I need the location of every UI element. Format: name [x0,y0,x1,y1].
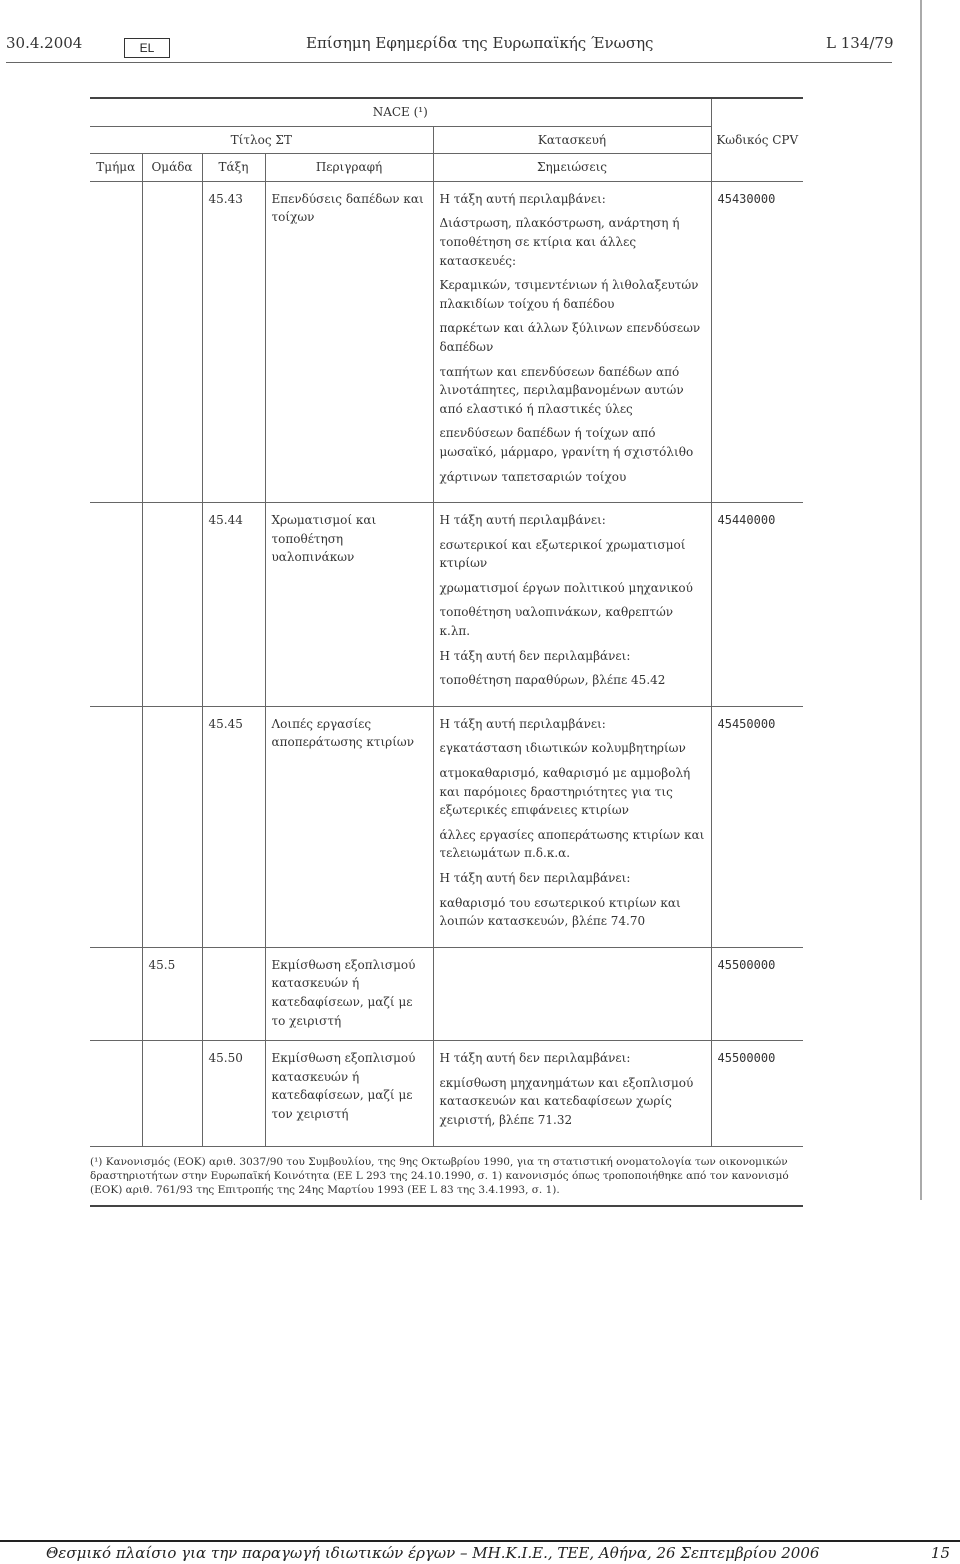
cpv-cell: 45450000 [711,706,803,947]
class-cell: 45.44 [202,503,265,707]
table-row [90,947,803,1040]
section-heading: Τμήμα [90,154,142,182]
header-rule [6,62,892,63]
group-cell [142,706,202,947]
notes-cell [433,503,711,707]
class-cell: 45.43 [202,181,265,502]
note-line: Κεραμικών, τσιμεντένιων ή λιθολαξευτών πλακιδίων τοίχου ή δαπέδου [439,278,699,311]
nace-heading: NACE (¹) [90,98,711,126]
description-cell: Εκμίσθωση εξοπλισμού κατασκευών ή κατεδαφίσεων, μαζί με τον χειριστή [265,1041,433,1146]
note-line: καθαρισμό του εσωτερικού κτιρίων και λοιπών κατασκευών, βλέπε 74.70 [439,895,681,929]
group-cell [142,1041,202,1146]
note-line: Η τάξη αυτή δεν περιλαμβάνει: [439,1051,631,1066]
section-cell [90,706,142,947]
note-line: ατμοκαθαρισμό, καθαρισμό με αμμοβολή και παρόμοιες δραστηριότητες για τις εξωτερικές επιφάνειες κτιρίων [439,766,691,818]
notes-heading: Σημειώσεις [433,154,711,182]
class-cell: 45.50 [202,1041,265,1146]
group-cell: 45.5 [142,947,202,1040]
title-st-heading: Τίτλος ΣΤ [90,126,433,154]
description-cell: Επενδύσεις δαπέδων και τοίχων [265,181,433,502]
description-heading: Περιγραφή [265,154,433,182]
construction-heading: Κατασκευή [433,126,711,154]
group-heading: Ομάδα [142,154,202,182]
journal-title: Επίσημη Εφημερίδα της Ευρωπαϊκής Ένωσης [306,34,654,52]
page-number: 15 [930,1544,950,1562]
cpv-cell: 45500000 [711,1041,803,1146]
footnote: (¹) Κανονισμός (ΕΟΚ) αριθ. 3037/90 του Συμβουλίου, της 9ης Οκτωβρίου 1990, για τη στατιστική ονοματολογία των οικονομικών δραστηριοτήτων στην Ευρωπαϊκή Κοινότητα (ΕΕ L 293 της 24.10.1990, σ. 1) κανονισμός όπως τροποποιήθηκε από τον κανονισμό (ΕΟΚ) αριθ. 761/93 της Επιτροπής της 24ης Μαρτίου 1993 (ΕΕ L 83 της 3.4.1993, σ. 1). [90,1146,803,1208]
note-line: Η τάξη αυτή δεν περιλαμβάνει: [439,871,631,885]
table-row [90,503,803,707]
table-row [90,706,803,947]
notes-cell [433,947,711,1040]
table-row [90,1041,803,1146]
note-line: εγκατάσταση ιδιωτικών κολυμβητηρίων [439,741,686,756]
section-cell [90,181,142,502]
group-cell [142,181,202,502]
margin-line [920,0,922,1200]
note-line: Η τάξη αυτή δεν περιλαμβάνει: [439,648,631,663]
group-cell [142,503,202,707]
cpv-heading: Κωδικός CPV [711,98,803,181]
notes-cell [433,181,711,502]
cpv-cell: 45440000 [711,503,803,707]
note-line: εσωτερικοί και εξωτερικοί χρωματισμοί κτιρίων [439,537,686,571]
note-line: άλλες εργασίες αποπεράτωσης κτιρίων και τελειωμάτων π.δ.κ.α. [439,827,705,861]
class-cell [202,947,265,1040]
description-cell: Εκμίσθωση εξοπλισμού κατασκευών ή κατεδαφίσεων, μαζί με το χειριστή [265,947,433,1040]
notes-cell [433,1041,711,1146]
footer-text: Θεσμικό πλαίσιο για την παραγωγή ιδιωτικών έργων – ΜΗ.Κ.Ι.Ε., ΤΕΕ, Αθήνα, 26 Σεπτεμβρίου 2006 [46,1544,820,1562]
header-date: 30.4.2004 [6,34,83,52]
section-cell [90,947,142,1040]
cpv-cell: 45500000 [711,947,803,1040]
note-line: χρωματισμοί έργων πολιτικού μηχανικού [439,580,693,595]
description-cell: Λοιπές εργασίες αποπεράτωσης κτιρίων [265,706,433,947]
table-row [90,181,803,502]
notes-cell [433,706,711,947]
note-line: Διάστρωση, πλακόστρωση, ανάρτηση ή τοποθέτηση σε κτίρια και άλλες κατασκευές: [439,216,680,268]
note-line: επενδύσεων δαπέδων ή τοίχων από μωσαϊκό, μάρμαρο, γρανίτη ή σχιστόλιθο [439,426,694,459]
cpv-cell: 45430000 [711,181,803,502]
class-heading: Τάξη [202,154,265,182]
note-line: τοποθέτηση υαλοπινάκων, καθρεπτών κ.λπ. [439,605,674,639]
page-footer [0,1540,960,1564]
description-cell: Χρωματισμοί και τοποθέτηση υαλοπινάκων [265,503,433,707]
note-line: εκμίσθωση μηχανημάτων και εξοπλισμού κατασκευών και κατεδαφίσεων χωρίς χειριστή, βλέπε 71.32 [439,1075,694,1127]
note-line: παρκέτων και άλλων ξύλινων επενδύσεων δαπέδων [439,321,701,354]
section-cell [90,503,142,707]
note-line: Η τάξη αυτή περιλαμβάνει: [439,513,606,528]
note-line: Η τάξη αυτή περιλαμβάνει: [439,191,606,206]
note-line: τοποθέτηση παραθύρων, βλέπε 45.42 [439,673,666,688]
nace-table [90,97,803,1207]
journal-reference: L 134/79 [826,34,894,52]
note-line: Η τάξη αυτή περιλαμβάνει: [439,716,606,731]
language-badge: EL [124,38,170,58]
table-body [90,181,803,1145]
section-cell [90,1041,142,1146]
note-line: χάρτινων ταπετσαριών τοίχου [439,469,627,484]
note-line: ταπήτων και επενδύσεων δαπέδων από λινοτάπητες, περιλαμβανομένων αυτών από ελαστικό ή πλαστικές ύλες [439,364,684,416]
class-cell: 45.45 [202,706,265,947]
